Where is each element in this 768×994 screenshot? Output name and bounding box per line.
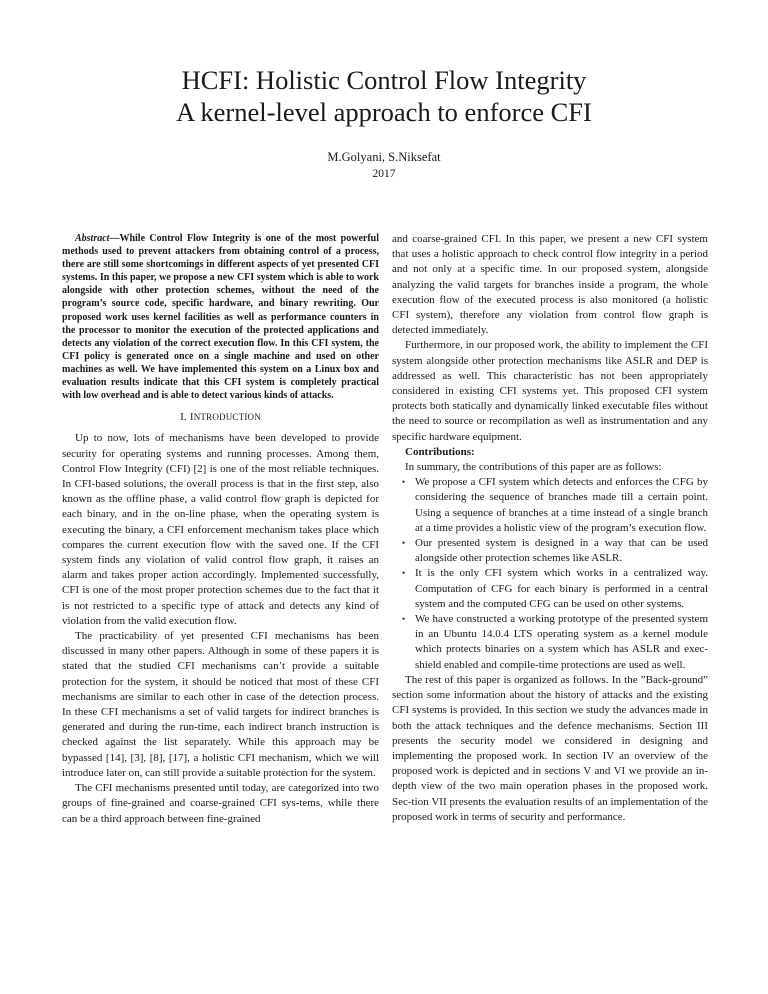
right-paragraph-1: and coarse-grained CFI. In this paper, we present a new CFI system that uses a holistic approach to check control flow integrity in a period and not only at a specific time. In our proposed system, alongside analyzing the valid targets for branches inside a program, the whole execution flow of the executed process is also monitored (a holistic CFI system), therefore any violation from control flow graph is detected immediately.: [392, 233, 708, 337]
intro-paragraph-3: The CFI mechanisms presented until today, are categorized into two groups of fine-grained and coarse-grained CFI sys-tems, while there can be a third approach between fine-grained: [62, 782, 379, 825]
paper-authors: M.Golyani, S.Niksefat: [327, 150, 441, 164]
abstract-label: Abstract: [75, 233, 110, 244]
intro-paragraph-2: The practicability of yet presented CFI mechanisms has been discussed in many other papers. Although in some of these papers it is stated that the studied CFI mechanisms can’t provide a suitable protection for the system, it should be noticed that most of these CFI mechanisms are similar to each other in case of the detection process. In these CFI mechanisms a set of valid targets for indirect branches is generated and during the run-time, each indirect branch instruction is checked against the list separately. While this approach may be bypassed [14], [3], [8], [17], a holistic CFI mechanism, which we will introduce later on, can still provide a suitable protection for the system.: [62, 630, 379, 779]
bullet-icon: •: [402, 538, 406, 549]
bullet-icon: •: [402, 614, 406, 625]
list-item-text: We propose a CFI system which detects and enforces the CFG by considering the sequence of branches made till a certain point. Using a sequence of branches at a time instead of a single branch at a time provides a holistic view of the program’s execution flow.: [415, 476, 708, 534]
right-paragraph-2: Furthermore, in our proposed work, the ability to implement the CFI system alongside other protection mechanisms like ASLR and DEP is addressed as well. This characteristic has not been appropriately considered in existing CFI systems yet. This proposed CFI system protects both statically and dynamically linked executable files without the need to source or recompilation as well as instrumentation and any specific hardware equipment.: [392, 339, 708, 443]
contributions-list: [392, 475, 708, 673]
list-item: [402, 475, 708, 536]
bullet-icon: •: [402, 477, 406, 488]
list-item: [402, 612, 708, 673]
list-item-text: It is the only CFI system which works in a centralized way. Computation of CFG for each binary is performed in a central system and the computed CFG can be used on other systems.: [415, 567, 708, 610]
list-item-text: We have constructed a working prototype of the presented system in an Ubuntu 14.0.4 LTS operating system as a kernel module which protects binaries on a system which has ASLR and exec-shield enabled and compile-time protections are used as well.: [415, 613, 708, 671]
left-column: [62, 232, 379, 827]
paper-title-line-2: A kernel-level approach to enforce CFI: [176, 97, 592, 127]
list-item: [402, 536, 708, 566]
contributions-intro: In summary, the contributions of this paper are as follows:: [405, 461, 662, 474]
contributions-heading: Contributions:: [405, 445, 475, 458]
intro-paragraph-1: Up to now, lots of mechanisms have been developed to provide security for operating systems and running processes. Among them, Control Flow Integrity (CFI) [2] is one of the most reliable techniques. In CFI-based solutions, the overall process is that in the first step, also known as the offline phase, a valid control flow graph is depicted for each binary, and in the on-line phase, when the operating system is executing the binary, a CFI enforcement mechanism takes place which compares the current execution flow with the saved one. If the CFI system finds any violation of valid control flow graph, it raises an alarm and takes proper action accordingly. Implemented successfully, CFI is one of the most proper protection schemes due to the fact that it is not restricted to a specific type of attack and detects any kind of violation from the valid execution flow.: [62, 432, 379, 627]
section-title-initial: I: [189, 411, 194, 424]
paper-title-line-1: HCFI: Holistic Control Flow Integrity: [181, 65, 587, 95]
section-title-rest: NTRODUCTION: [193, 412, 261, 423]
paper-year: 2017: [372, 168, 396, 180]
abstract: [62, 232, 379, 402]
right-paragraph-3: The rest of this paper is organized as follows. In the ”Back-ground” section some information about the history of attacks and the existing CFI systems is provided. In this section we study the advances made in both the attack techniques and the defence mechanisms. Section III presents the security model we considered in designing and implementing the proposed work. In section IV an overview of the proposed work is depicted and in sections V and VI we provide an in-depth view of the two main operation phases in the proposed work. Sec-tion VII presents the evaluation results of an implementation of the proposed work in terms of security and performance.: [392, 673, 708, 823]
list-item-text: Our presented system is designed in a way that can be used alongside other protection schemes like ASLR.: [415, 537, 708, 565]
abstract-text: —While Control Flow Integrity is one of the most powerful methods used to prevent attackers from obtaining control of a process, there are still some shortcomings in different aspects of yet presented CFI systems. In this paper, we propose a new CFI system which is able to work alongside with other protection schemes, without the need of the program’s source code, specific hardware, and binary rewriting. Our proposed work uses kernel facilities as well as performance counters in the processor to monitor the execution of the protected applications and detects any violation of the correct execution flow. In this CFI system, the CFI policy is generated once on a single machine and used on other machines as well. We have implemented this system on a Linux box and evaluation results indicate that this CFI system is completely practical with low overhead and is able to detect various kinds of attacks.: [62, 233, 379, 402]
section-number: I.: [180, 411, 187, 424]
list-item: [402, 566, 708, 612]
bullet-icon: •: [402, 568, 406, 579]
section-heading-introduction: [62, 410, 379, 425]
right-column: [392, 232, 708, 825]
